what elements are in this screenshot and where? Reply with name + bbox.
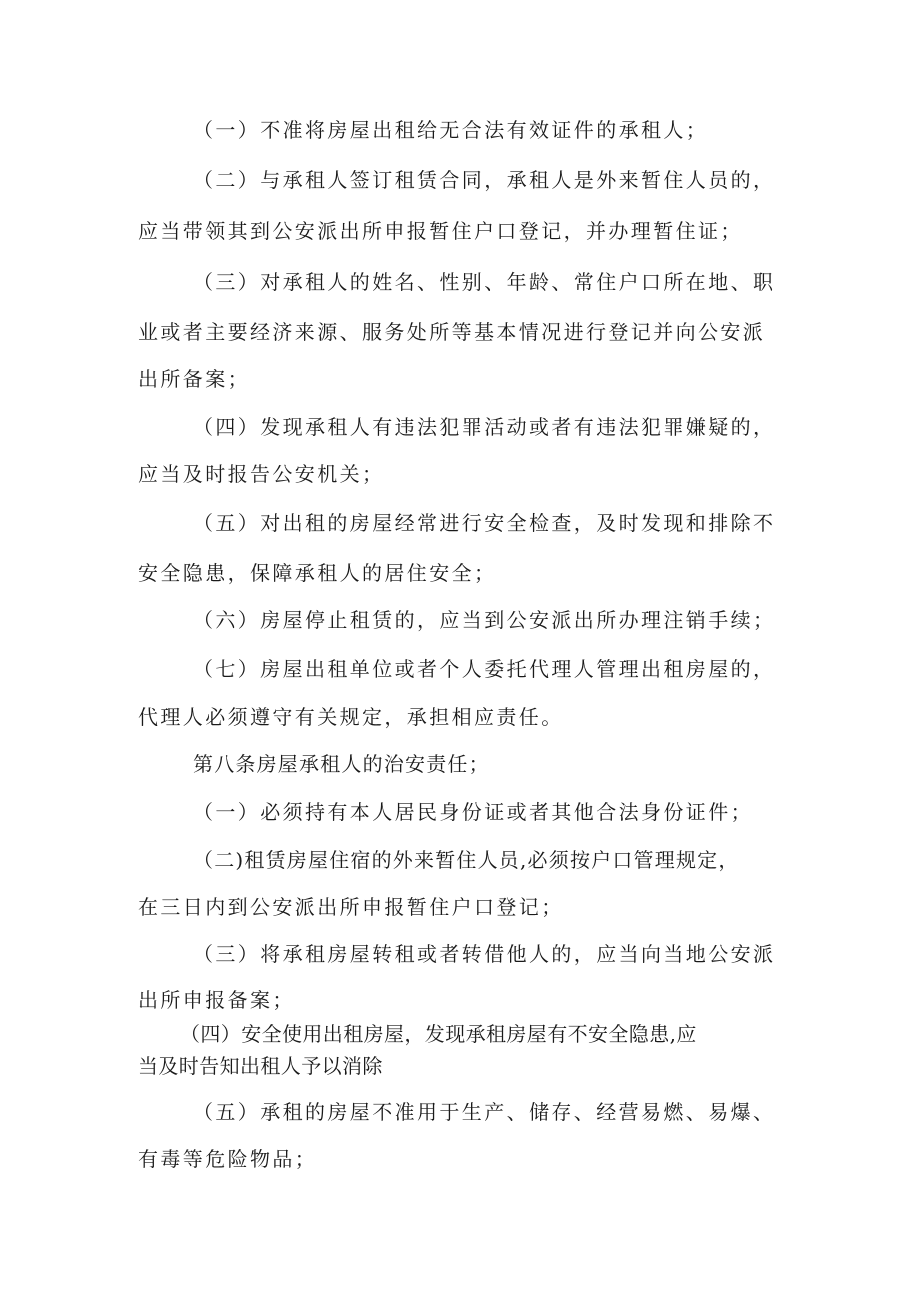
text-line: 当及时告知出租人予以消除 <box>138 1054 383 1078</box>
section-heading: 第八条房屋承租人的治安责任； <box>193 752 490 776</box>
text-line: （一）必须持有本人居民身份证或者其他合法身份证件； <box>193 800 753 824</box>
text-line: 出所备案； <box>138 367 250 391</box>
text-line: （五）承租的房屋不准用于生产、储存、经营易燃、易爆、 <box>193 1100 776 1124</box>
text-line: 出所申报备案； <box>138 988 295 1012</box>
text-line: （六）房屋停止租赁的，应当到公安派出所办理注销手续； <box>193 608 776 632</box>
text-line: （四）安全使用出租房屋，发现承租房屋有不安全隐患,应 <box>180 1022 697 1046</box>
text-line: 有毒等危险物品； <box>138 1147 318 1171</box>
text-line: （五）对出租的房屋经常进行安全检查，及时发现和排除不 <box>193 511 776 535</box>
text-line: （七）房屋出租单位或者个人委托代理人管理出租房屋的， <box>193 657 776 681</box>
text-line: 代理人必须遵守有关规定，承担相应责任。 <box>138 705 564 729</box>
text-line: 应当及时报告公安机关； <box>138 462 385 486</box>
text-line: 在三日内到公安派出所申报暂住户口登记； <box>138 895 564 919</box>
text-line: （三）对承租人的姓名、性别、年龄、常住户口所在地、职 <box>193 270 776 294</box>
text-line: （二)租赁房屋住宿的外来暂住人员,必须按户口管理规定， <box>193 848 740 872</box>
text-line: （四）发现承租人有违法犯罪活动或者有违法犯罪嫌疑的， <box>193 415 776 439</box>
text-line: 应当带领其到公安派出所申报暂住户口登记，并办理暂住证； <box>138 219 743 243</box>
text-line: 业或者主要经济来源、服务处所等基本情况进行登记并向公安派 <box>138 320 766 344</box>
text-line: （二）与承租人签订租赁合同，承租人是外来暂住人员的， <box>193 168 776 192</box>
text-line: （一）不准将房屋出租给无合法有效证件的承租人； <box>193 118 709 142</box>
text-line: 安全隐患，保障承租人的居住安全； <box>138 561 497 585</box>
text-line: （三）将承租房屋转租或者转借他人的，应当向当地公安派 <box>193 942 776 966</box>
